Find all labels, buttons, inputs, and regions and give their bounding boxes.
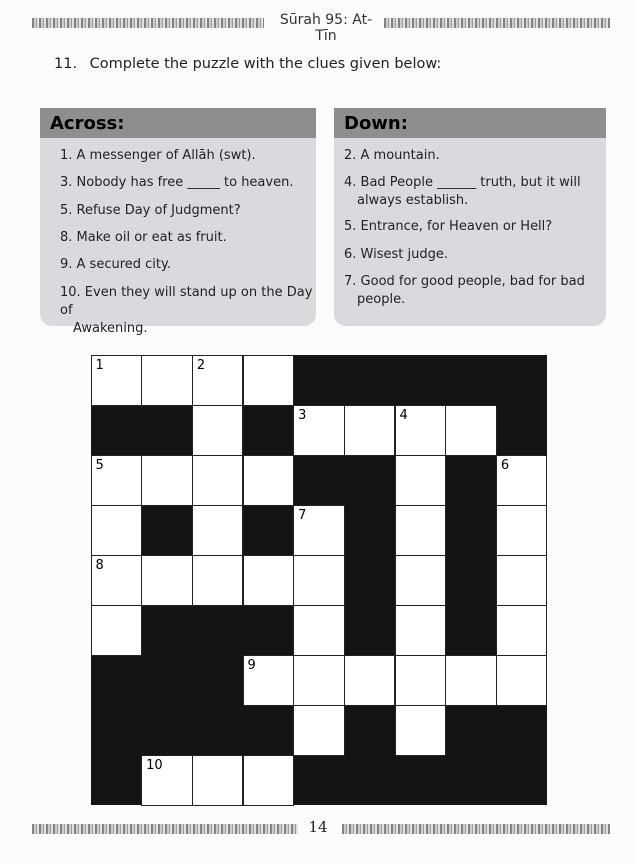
crossword-cell[interactable] [294, 656, 344, 705]
crossword-cell[interactable] [294, 606, 344, 655]
crossword-cell[interactable] [294, 506, 344, 555]
crossword-cell[interactable] [446, 656, 496, 705]
exercise-number: 11. [54, 56, 78, 72]
crossword-cell[interactable] [193, 406, 243, 455]
down-heading: Down: [334, 108, 606, 138]
clue-number: 10 [146, 757, 163, 773]
clue-number: 6 [500, 457, 510, 473]
across-clues-panel [40, 108, 316, 336]
crossword-cell[interactable] [193, 756, 243, 805]
crossword-cell[interactable] [497, 556, 547, 605]
crossword-cell[interactable] [193, 456, 243, 505]
across-clue: 8. Make oil or eat as fruit. [60, 230, 227, 245]
clue-number: 3 [298, 407, 307, 423]
exercise-text: Complete the puzzle with the clues given below: [89, 56, 442, 72]
across-heading: Across: [40, 108, 316, 138]
crossword-cell[interactable] [497, 456, 547, 505]
clue-number: 4 [399, 407, 408, 423]
clue-number: 2 [196, 357, 206, 373]
crossword-cell[interactable] [497, 506, 547, 555]
crossword-cell[interactable] [142, 356, 192, 405]
crossword-cell[interactable] [345, 656, 395, 705]
crossword-cell[interactable] [244, 756, 294, 805]
crossword-cell[interactable] [294, 706, 344, 755]
down-clue: 7. Good for good people, bad for bad people. [344, 274, 585, 307]
crossword-cell[interactable] [244, 456, 294, 505]
crossword-cell[interactable] [345, 406, 395, 455]
clue-number: 1 [95, 357, 104, 373]
crossword-cell[interactable] [396, 606, 446, 655]
crossword-cell[interactable] [446, 406, 496, 455]
across-clue: 3. Nobody has free _____ to heaven. [60, 175, 294, 190]
crossword-cell[interactable] [142, 456, 192, 505]
crossword-cell[interactable] [142, 756, 192, 805]
crossword-cell[interactable] [92, 556, 142, 605]
crossword-cell[interactable] [244, 356, 294, 405]
crossword-cell[interactable] [497, 606, 547, 655]
crossword-cell[interactable] [244, 556, 294, 605]
crossword-cell[interactable] [193, 556, 243, 605]
crossword-cell[interactable] [92, 356, 142, 405]
across-clue: 9. A secured city. [60, 257, 171, 272]
across-clue: 1. A messenger of Allāh (swt). [60, 148, 256, 163]
crossword-cell[interactable] [294, 556, 344, 605]
page-number: 14 [308, 818, 328, 836]
crossword-cell[interactable] [497, 656, 547, 705]
crossword-cell[interactable] [396, 706, 446, 755]
down-clues-panel [334, 108, 606, 326]
crossword-cell[interactable] [396, 456, 446, 505]
crossword-cell[interactable] [142, 556, 192, 605]
crossword-cell[interactable] [193, 356, 243, 405]
decorative-border-bottom-left [32, 824, 298, 834]
crossword-cell[interactable] [92, 506, 142, 555]
clue-number: 5 [95, 457, 104, 473]
across-clue: 5. Refuse Day of Judgment? [60, 203, 241, 218]
down-clue: 2. A mountain. [344, 148, 440, 163]
decorative-border-top-left [32, 18, 264, 28]
crossword-grid [91, 355, 547, 805]
clue-number: 7 [298, 507, 307, 523]
crossword-cell[interactable] [396, 556, 446, 605]
crossword-cell[interactable] [244, 656, 294, 705]
clue-number: 9 [247, 657, 256, 673]
crossword-cell[interactable] [396, 406, 446, 455]
crossword-cell[interactable] [193, 506, 243, 555]
crossword-cell[interactable] [92, 456, 142, 505]
decorative-border-top-right [384, 18, 610, 28]
crossword-cell[interactable] [396, 656, 446, 705]
clue-number: 8 [95, 557, 104, 573]
across-clue: 10. Even they will stand up on the Day of Awakening. [60, 285, 313, 336]
down-clue: 6. Wisest judge. [344, 247, 448, 262]
down-clue: 5. Entrance, for Heaven or Hell? [344, 219, 553, 234]
down-clue: 4. Bad People ______ truth, but it will always establish. [344, 175, 581, 208]
exercise-instruction [54, 56, 449, 72]
crossword-cell[interactable] [92, 606, 142, 655]
decorative-border-bottom-right [342, 824, 610, 834]
crossword-cell[interactable] [294, 406, 344, 455]
crossword-cell[interactable] [396, 506, 446, 555]
page-header-title: Sūrah 95: At-Tīn [279, 12, 373, 44]
